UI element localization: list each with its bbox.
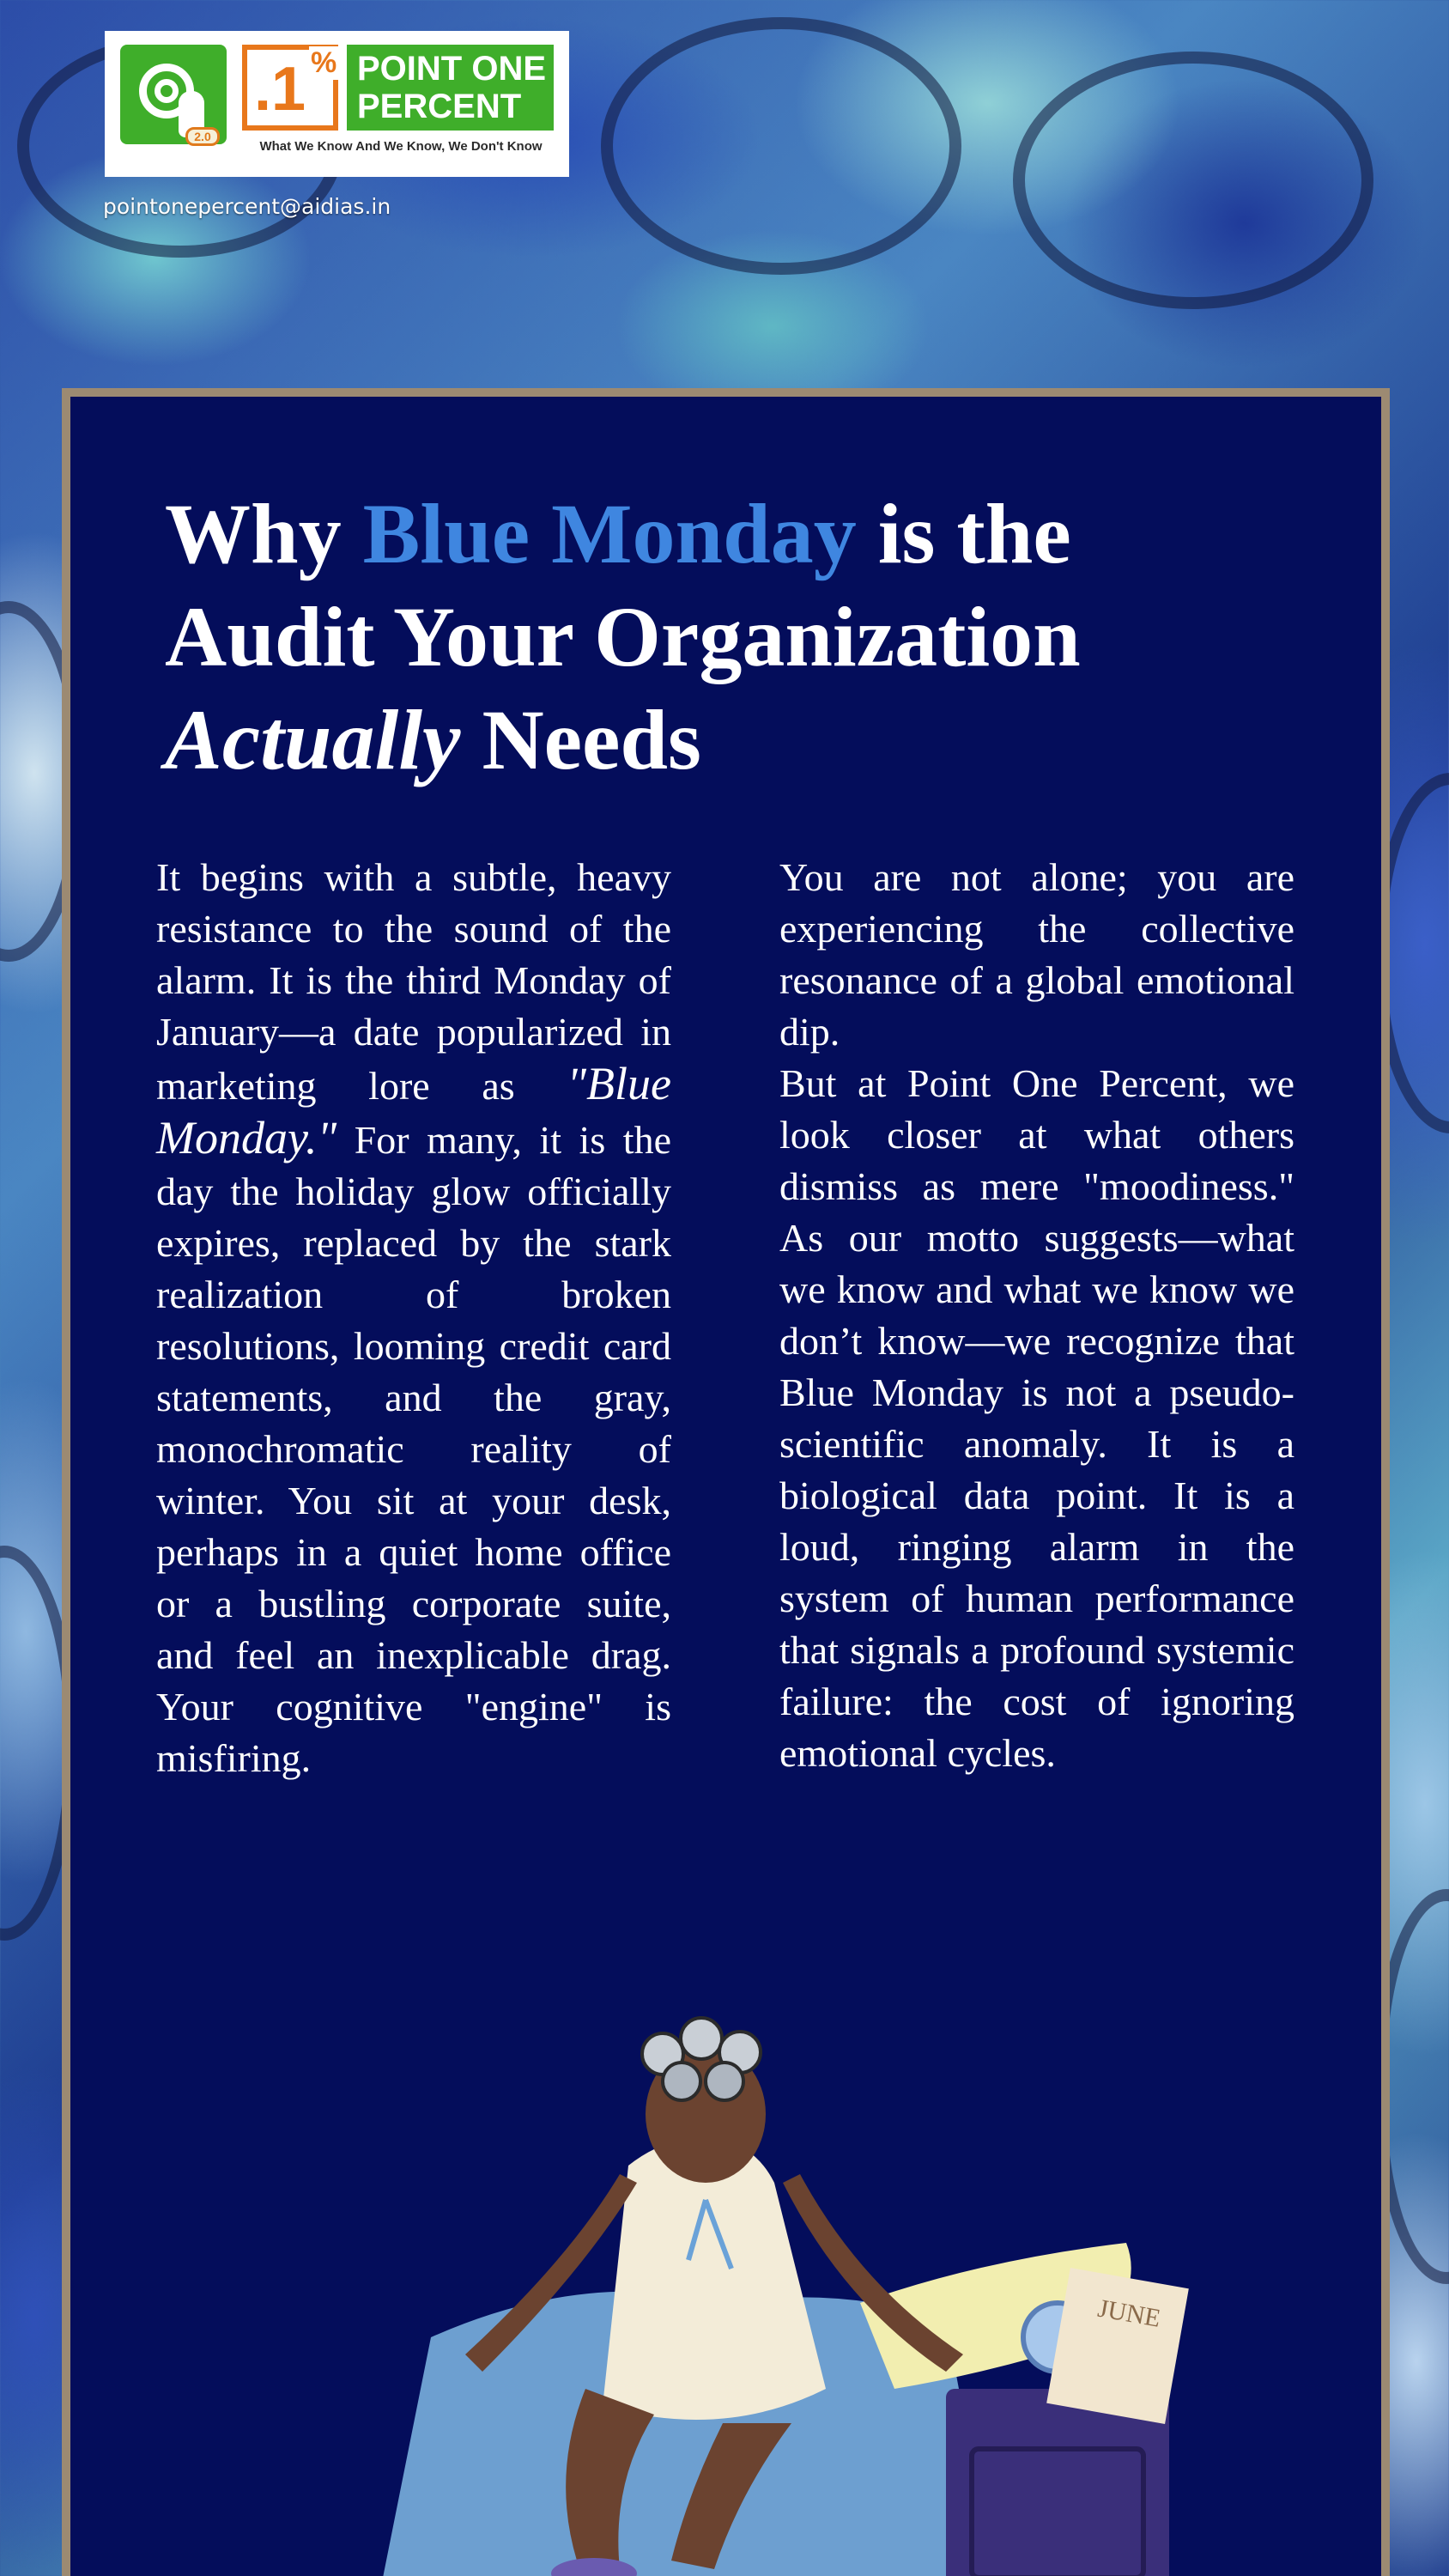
- title-part2: is the: [856, 486, 1071, 581]
- logo-percent-mark: [242, 45, 338, 131]
- blue-monday-figurine-illustration: [70, 1856, 1381, 2576]
- logo-percent-number: .1: [254, 55, 306, 124]
- background-swirl: [1013, 52, 1373, 309]
- logo-name-line2: PERCENT: [357, 88, 522, 125]
- title-emphasis: Actually: [165, 692, 461, 787]
- blue-monday-quote: "Blue Monday.": [156, 1058, 671, 1163]
- logo-tagline: What We Know And We Know, We Don't Know: [259, 139, 543, 154]
- title-part3: Needs: [460, 692, 701, 787]
- logo-name-line1: POINT ONE: [357, 50, 547, 88]
- left-text-after: For many, it is the day the holiday glow officially expires, replaced by the stark realization of broken resolutions, looming credit card statements, and the gray, monochromatic reality of winter. You sit at your desk, perhaps in a quiet home office or a bustling corporate suite, and feel an inexplicable drag. Your cognitive "engine" is misfiring.: [156, 1118, 671, 1780]
- logo-version-badge: 2.0: [185, 127, 220, 146]
- article-panel: [62, 388, 1390, 2576]
- title-highlight: Blue Monday: [362, 486, 857, 581]
- title-line2: Audit Your Organization: [165, 589, 1081, 684]
- article-right-column: [779, 852, 1294, 1779]
- calendar-shape: [1046, 2268, 1189, 2424]
- right-paragraph-1: You are not alone; you are experiencing the collective resonance of a global emotional dip.: [779, 855, 1294, 1054]
- background-swirl: [601, 17, 961, 275]
- logo-ring-inner-shape: [155, 79, 179, 103]
- logo-wordmark: [347, 45, 554, 131]
- company-logo[interactable]: [105, 31, 569, 177]
- left-text-before: It begins with a subtle, heavy resistance to the sound of the alarm. It is the third Monday of January—a date popularized in marketing lore as: [156, 855, 671, 1108]
- right-paragraph-2: But at Point One Percent, we look closer at what others dismiss as mere "moodiness." As our motto suggests—what we know and what we know we don’t know—we recognize that Blue Monday is not a pseudo-scientific anomaly. It is a biological data point. It is a loud, ringing alarm in the system of human performance that signals a profound systemic failure: the cost of ignoring emotional cycles.: [779, 1061, 1294, 1775]
- logo-percent-symbol: %: [311, 46, 337, 79]
- calendar-label: JUNE: [1095, 2293, 1163, 2333]
- contact-email-link[interactable]: pointonepercent@aidias.in: [103, 194, 391, 219]
- article-left-column: [156, 852, 671, 1784]
- article-title: [165, 483, 1195, 792]
- title-part1: Why: [165, 486, 363, 581]
- logo-mark-icon: [120, 45, 227, 144]
